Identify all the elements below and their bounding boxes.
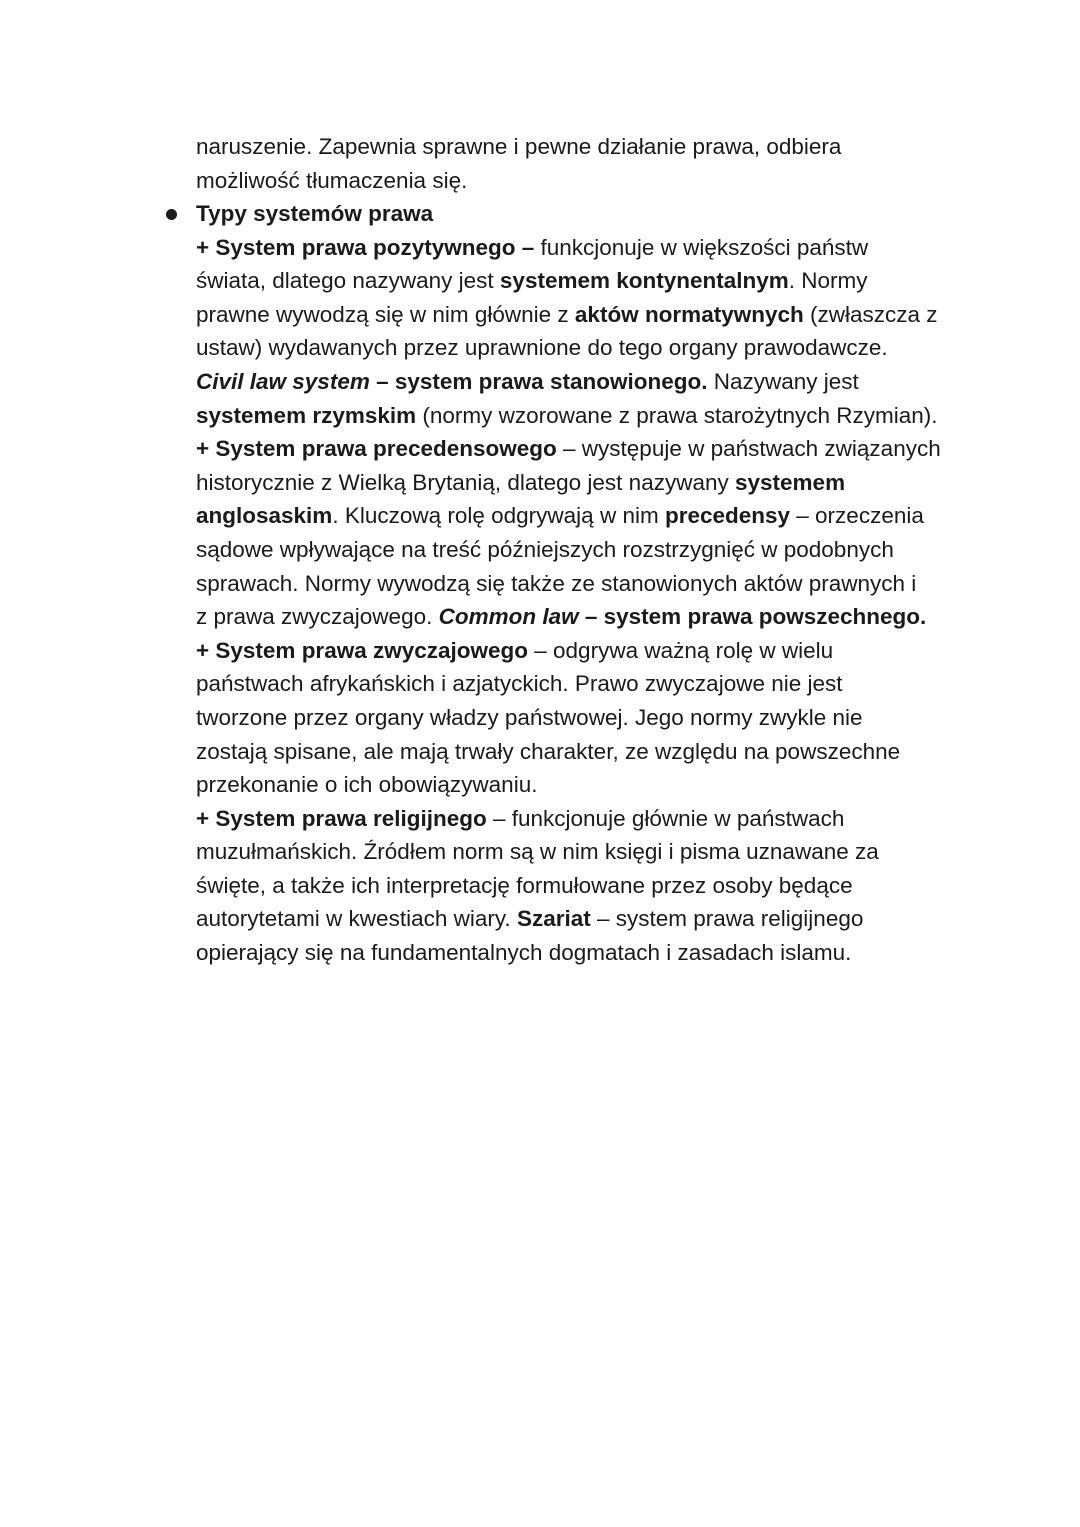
precedent-law-line: z prawa zwyczajowego. Common law – system prawa powszechnego. xyxy=(196,604,927,630)
religious-law-line: święte, a także ich interpretację formułowane przez osoby będące xyxy=(196,872,853,898)
religious-law-line: muzułmańskich. Źródłem norm są w nim księgi i pisma uznawane za xyxy=(196,839,879,865)
customary-law-line: tworzone przez organy władzy państwowej. Jego normy zwykle nie xyxy=(196,704,863,730)
precedent-law-line: anglosaskim. Kluczową rolę odgrywają w nim precedensy – orzeczenia xyxy=(196,503,924,529)
precedent-law-line: + System prawa precedensowego – występuje w państwach związanych xyxy=(196,436,941,462)
positive-law-line: ustaw) wydawanych przez uprawnione do tego organy prawodawcze. xyxy=(196,335,888,361)
customary-law-line: + System prawa zwyczajowego – odgrywa ważną rolę w wielu xyxy=(196,637,834,663)
text-line: możliwość tłumaczenia się. xyxy=(196,167,468,193)
intro-paragraph xyxy=(196,130,996,197)
customary-law-line: państwach afrykańskich i azjatyckich. Prawo zwyczajowe nie jest xyxy=(196,671,843,697)
section-heading: Typy systemów prawa xyxy=(196,201,434,226)
precedent-law-line: sądowe wpływające na treść późniejszych rozstrzygnięć w podobnych xyxy=(196,536,894,562)
positive-law-line: prawne wywodzą się w nim głównie z aktów normatywnych (zwłaszcza z xyxy=(196,301,938,327)
bullet-item-law-systems xyxy=(196,197,996,970)
precedent-law-line: historycznie z Wielką Brytanią, dlatego jest nazywany systemem xyxy=(196,469,846,495)
positive-law-line: świata, dlatego nazywany jest systemem kontynentalnym. Normy xyxy=(196,268,868,294)
positive-law-line: systemem rzymskim (normy wzorowane z prawa starożytnych Rzymian). xyxy=(196,402,938,428)
bullet-icon xyxy=(166,209,177,220)
religious-law-line: + System prawa religijnego – funkcjonuje głównie w państwach xyxy=(196,805,845,831)
religious-law-line: autorytetami w kwestiach wiary. Szariat – system prawa religijnego xyxy=(196,906,864,932)
precedent-law-line: sprawach. Normy wywodzą się także ze stanowionych aktów prawnych i xyxy=(196,570,917,596)
positive-law-line: + System prawa pozytywnego – funkcjonuje w większości państw xyxy=(196,234,869,260)
positive-law-line: Civil law system – system prawa stanowionego. Nazywany jest xyxy=(196,368,859,394)
religious-law-line: opierający się na fundamentalnych dogmatach i zasadach islamu. xyxy=(196,940,852,966)
customary-law-line: zostają spisane, ale mają trwały charakter, ze względu na powszechne xyxy=(196,738,901,764)
text-line: naruszenie. Zapewnia sprawne i pewne działanie prawa, odbiera xyxy=(196,134,842,159)
customary-law-line: przekonanie o ich obowiązywaniu. xyxy=(196,772,538,798)
